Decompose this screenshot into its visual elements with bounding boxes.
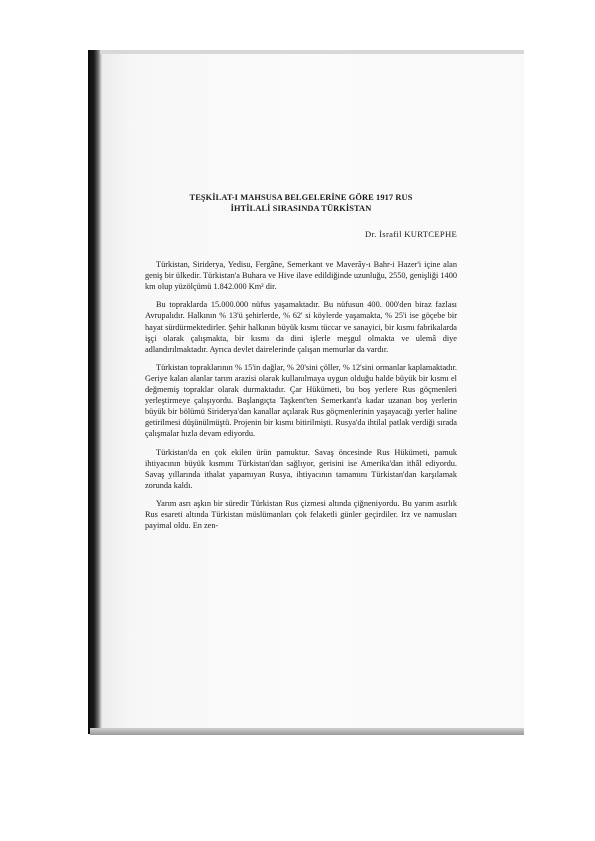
paragraph-4: Türkistan'da en çok ekilen ürün pamuktur. Savaş öncesinde Rus Hükümeti, pamuk ihtiyacının büyük kısmını Türkistan'dan sağlıyor, gerisini ise Amerika'dan ithâl ediyordu. Savaş yıllarında ithalat yapamıyan Rusya, ihtiyacının tamamını Türkistan'dan karşılamak zorunda kaldı. bbox=[145, 447, 457, 490]
paragraph-2: Bu topraklarda 15.000.000 nüfus yaşamaktadır. Bu nüfusun 400. 000'den biraz fazlası Avrupalıdır. Halkının % 13'ü şehirlerde, % 62' si köylerde yaşamakta, % 25'i ise göçebe bir hayat sürdürmektedirler. Şehir halkının büyük kısmı tüccar ve sanayici, bir kısmı fabrikalarda işçi olarak çalışmakta, bir kısmı da dini işlerle meşgul olmakta ve ulemâ diye adlandırılmaktadır. Ayrıca devlet dairelerinde çalışan memurlar da vardır. bbox=[145, 300, 457, 354]
paragraph-5: Yarım asrı aşkın bir süredir Türkistan Rus çizmesi altında çiğneniyordu. Bu yarım asırlık Rus esareti altında Türkistan müslümanları çok felaketli günler geçirdiler. Irz ve namusları payimal oldu. En zen- bbox=[145, 498, 457, 531]
article-body bbox=[145, 192, 457, 538]
title-line-2: İHTİLALİ SIRASINDA TÜRKİSTAN bbox=[230, 204, 372, 213]
paragraph-3: Türkistan topraklarının % 15'in dağlar, % 20'sini çöller, % 12'sini ormanlar kaplamaktadır. Geriye kalan alanlar tarım arazisi olarak kullanılmaya uygun olduğu halde büyük bir kısmı el değmemiş topraklar olarak durmaktadır. Çar Hükümeti, bu boş yerlere Rus göçmenleri yerleştirmeye çalışıyordu. Başlangıçta Taşkent'ten Semerkant'a kadar uzanan boş yerlerin büyük bir bölümü Siriderya'dan kanallar açılarak Rus göçmenlerinin yaşayacağı yerler haline getirilmesi düşünülmüştü. Projenin bir kısmı bitirilmişti. Rusya'da ihtilal patlak verdiği sırada çalışmalar hızla devam ediyordu. bbox=[145, 362, 457, 439]
article-title bbox=[145, 192, 457, 214]
scan-bottom-edge bbox=[90, 728, 524, 735]
scan-binding-shadow bbox=[88, 50, 102, 734]
author-name: Dr. İsrafil KURTCEPHE bbox=[365, 229, 457, 239]
title-line-1: TEŞKİLAT-I MAHSUSA BELGELERİNE GÖRE 1917 RUS bbox=[189, 193, 413, 202]
paragraph-1: Türkistan, Siriderya, Yedisu, Fergâne, Semerkant ve Maverây-ı Bahr-i Hazer'i içine alan geniş bir ülkedir. Türkistan'a Buhara ve Hive ilave edildiğinde uzunluğu, 2550, genişliği 1400 km olup yüzölçümü 1.842.000 Km² dir. bbox=[145, 260, 457, 292]
